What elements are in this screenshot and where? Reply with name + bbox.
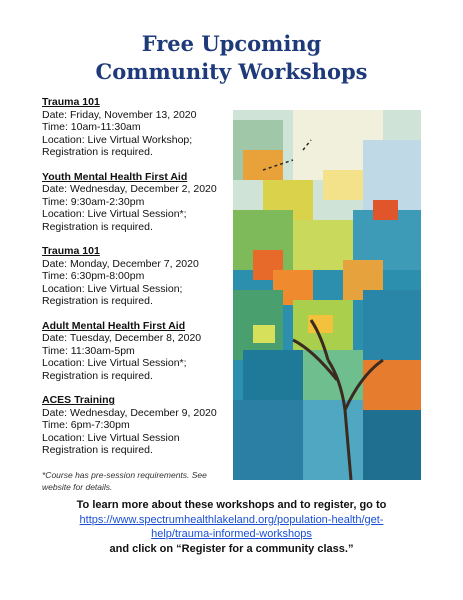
workshop-item [42, 394, 232, 457]
workshops-link[interactable]: https://www.spectrumhealthlakeland.org/population-health/get-help/trauma-informed-workshops [79, 513, 384, 540]
workshop-name: Trauma 101 [42, 245, 100, 257]
workshop-time: Time: 10am-11:30am [42, 121, 141, 133]
workshop-item [42, 320, 232, 383]
workshop-item [42, 171, 232, 234]
workshop-location: Location: Live Virtual Workshop; [42, 133, 193, 146]
workshop-registration: Registration is required. [42, 369, 153, 382]
cta-intro: To learn more about these workshops and to register, go to [76, 499, 387, 511]
workshop-item [42, 245, 232, 308]
page-title [0, 30, 463, 86]
workshop-list [42, 96, 232, 493]
workshop-date: Date: Tuesday, December 8, 2020 [42, 332, 202, 344]
workshop-time: Time: 9:30am-2:30pm [42, 195, 145, 208]
workshop-name: Trauma 101 [42, 96, 100, 108]
workshop-registration: Registration is required. [42, 220, 153, 233]
workshop-location: Location: Live Virtual Session*; [42, 208, 187, 220]
workshop-time: Time: 11:30am-5pm [42, 344, 135, 357]
workshop-date: Date: Wednesday, December 9, 2020 [42, 406, 217, 419]
workshop-date: Date: Wednesday, December 2, 2020 [42, 183, 217, 195]
workshop-location: Location: Live Virtual Session [42, 431, 180, 444]
workshop-date: Date: Monday, December 7, 2020 [42, 257, 199, 270]
workshop-registration: Registration is required. [42, 146, 153, 158]
tree-painting-image [233, 110, 421, 480]
registration-call-to-action [0, 498, 463, 556]
workshop-location: Location: Live Virtual Session; [42, 282, 183, 295]
workshop-item [42, 96, 232, 159]
workshop-name: ACES Training [42, 394, 115, 406]
footnote: *Course has pre-session requirements. See website for details. [42, 469, 207, 492]
workshop-name: Youth Mental Health First Aid [42, 170, 188, 183]
workshop-time: Time: 6pm-7:30pm [42, 419, 130, 431]
workshop-registration: Registration is required. [42, 444, 153, 456]
title-line-2: Community Workshops [95, 59, 368, 84]
workshop-location: Location: Live Virtual Session*; [42, 357, 187, 369]
workshop-registration: Registration is required. [42, 295, 153, 307]
workshop-name: Adult Mental Health First Aid [42, 319, 186, 332]
workshop-date: Date: Friday, November 13, 2020 [42, 108, 197, 121]
title-line-1: Free Upcoming [141, 31, 322, 56]
workshop-time: Time: 6:30pm-8:00pm [42, 270, 145, 282]
cta-outro: and click on “Register for a community class.” [109, 542, 354, 555]
tree-painting-art [233, 110, 421, 480]
